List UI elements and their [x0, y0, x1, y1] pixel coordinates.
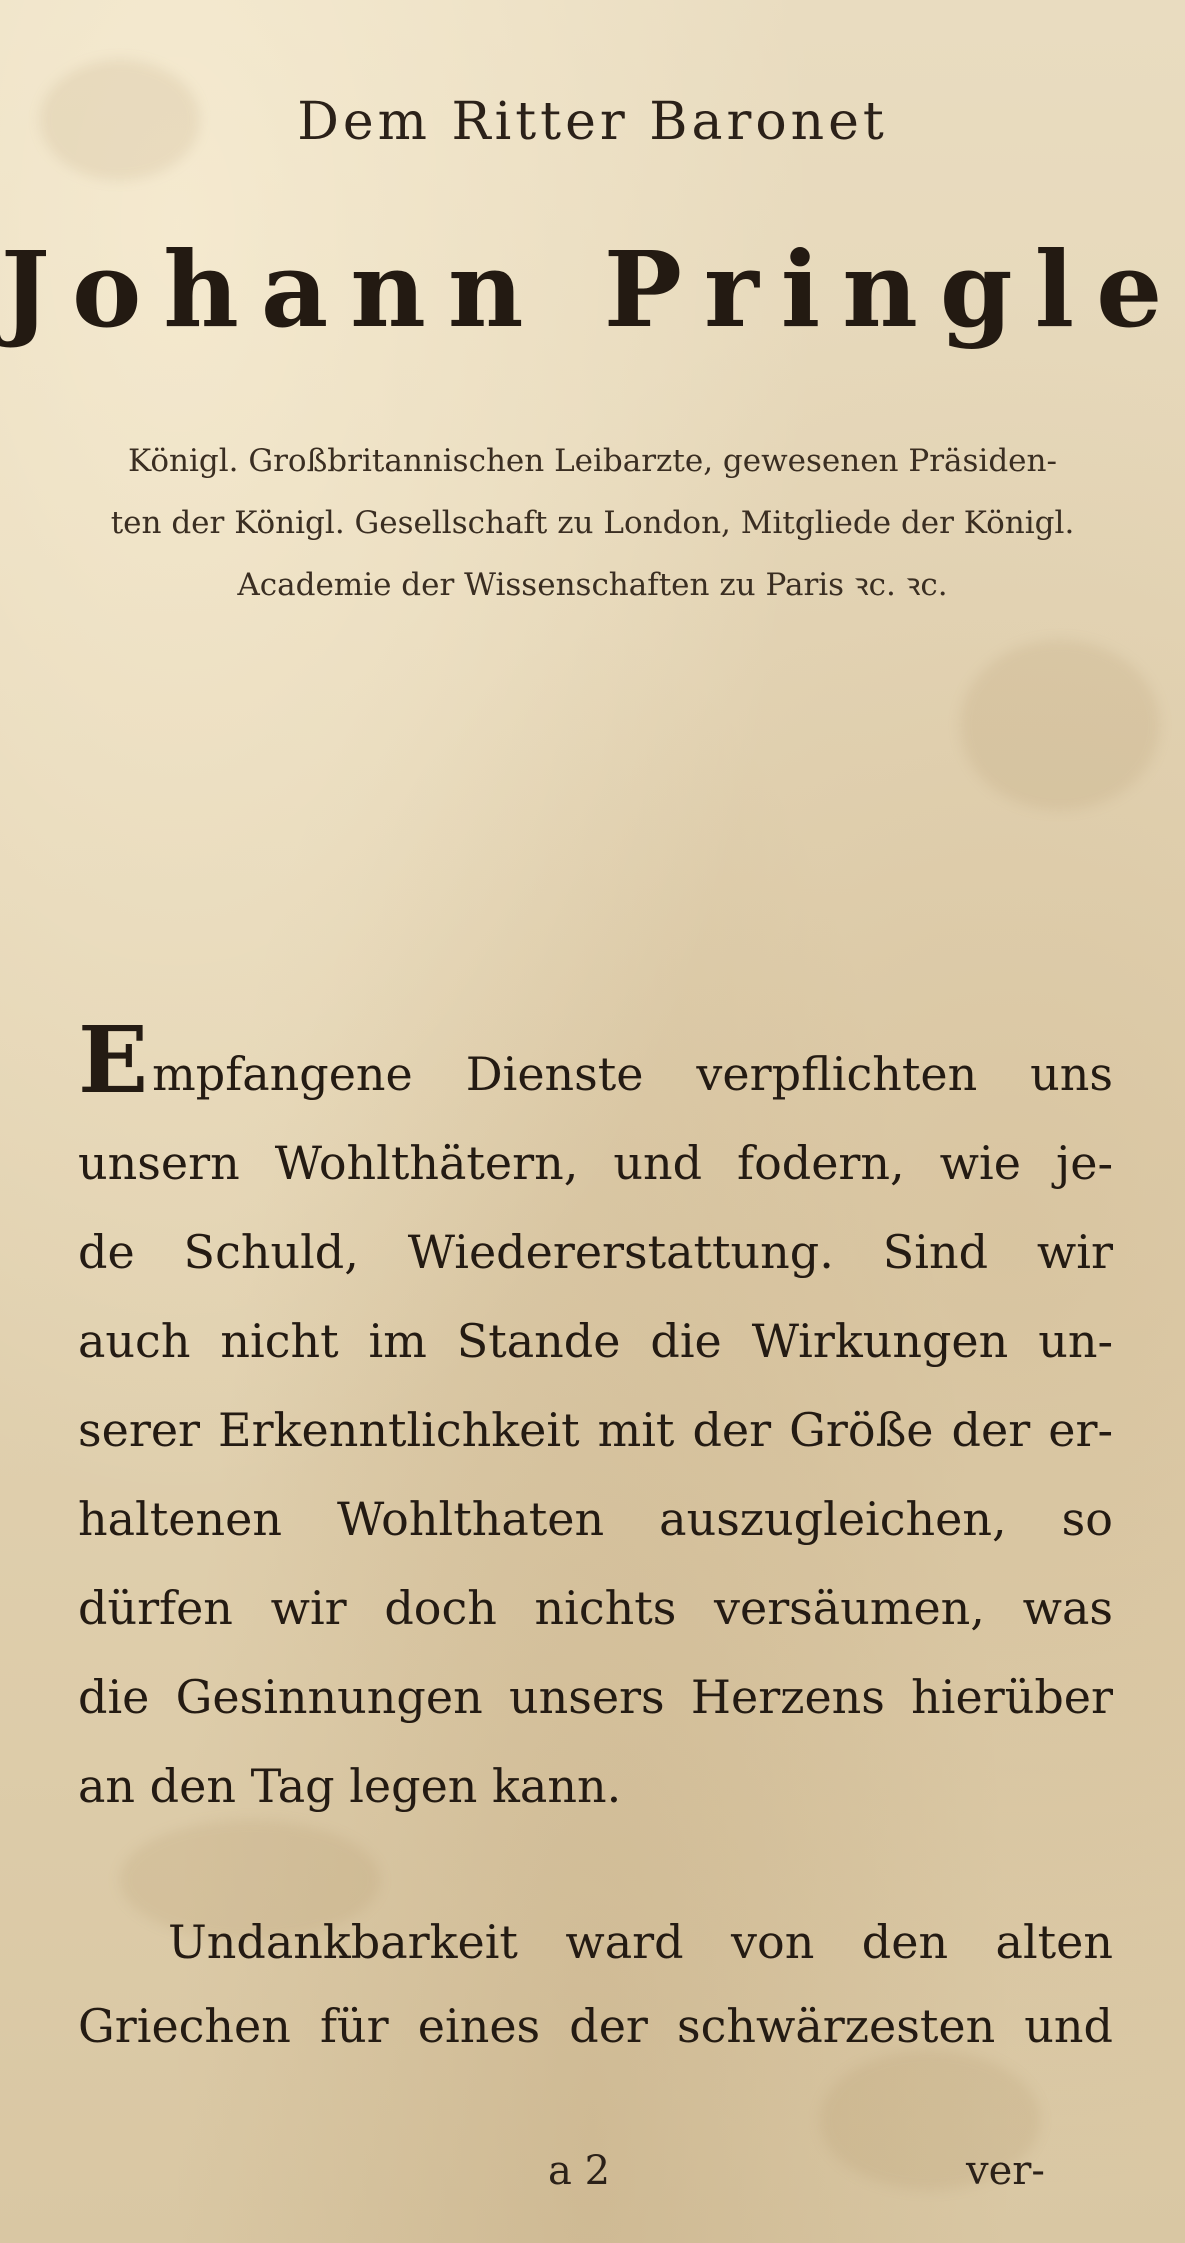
dedicatee-titles [80, 430, 1105, 616]
text-line: Griechen für eines der schwärzesten und [78, 1999, 1113, 2053]
paper-stain [960, 640, 1160, 810]
catchword: ver- [966, 2148, 1045, 2194]
text-line: die Gesinnungen unsers Herzens hierüber [78, 1670, 1113, 1724]
text-line [78, 1006, 1113, 1119]
text-line-content: mpfangene Dienste verpflichten uns [152, 1047, 1113, 1101]
text-line: unsern Wohlthätern, und fodern, wie je- [78, 1136, 1113, 1190]
title-line: Königl. Großbritannischen Leibarzte, gewesenen Präsiden- [128, 443, 1057, 479]
text-line: Undankbarkeit ward von den alten [168, 1915, 1113, 1969]
text-line: dürfen wir doch nichts versäumen, was [78, 1581, 1113, 1635]
initial-capital: E [78, 1006, 149, 1114]
paragraph-2 [78, 1900, 1113, 2068]
text-line: haltenen Wohlthaten auszugleichen, so [78, 1492, 1113, 1546]
text-line: an den Tag legen kann. [78, 1759, 622, 1813]
text-line: auch nicht im Stande die Wirkungen un- [78, 1314, 1113, 1368]
title-line: ten der Königl. Gesellschaft zu London, Mitgliede der Königl. [110, 505, 1075, 541]
title-line: Academie der Wissenschaften zu Paris ꝛc. ꝛc. [237, 567, 948, 603]
dedicatee-name: Johann Pringle [0, 228, 1185, 351]
dedication-line: Dem Ritter Baronet [297, 92, 888, 152]
paragraph-1 [78, 1006, 1113, 1831]
signature-mark: a 2 [548, 2148, 611, 2194]
text-line: de Schuld, Wiedererstattung. Sind wir [78, 1225, 1113, 1279]
text-line: serer Erkenntlichkeit mit der Größe der er- [78, 1403, 1113, 1457]
